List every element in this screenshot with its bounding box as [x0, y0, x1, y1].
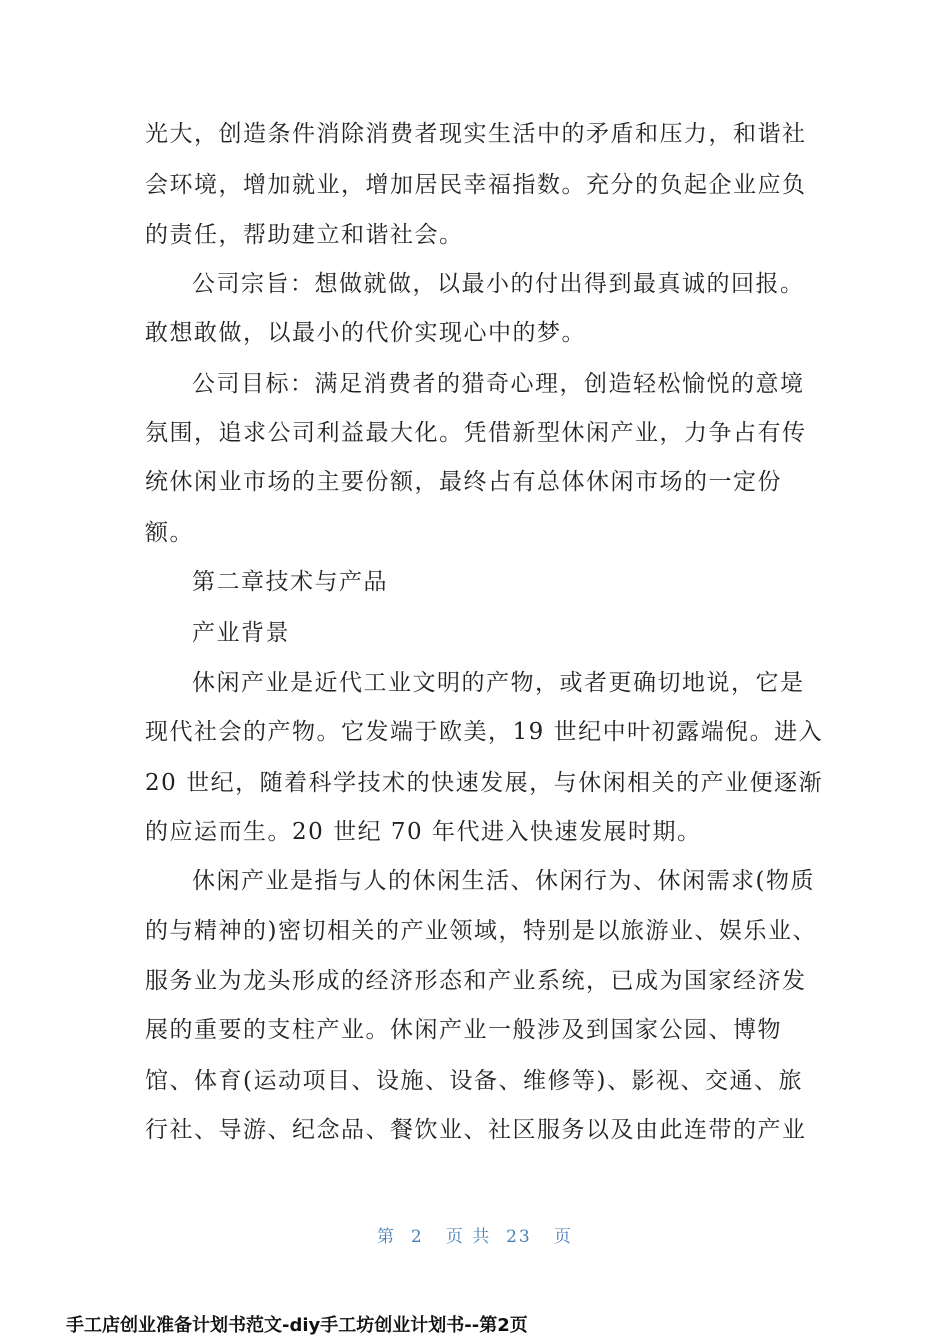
- body-text-line: 氛围，追求公司利益最大化。凭借新型休闲产业，力争占有传: [145, 420, 807, 446]
- document-title-footer: 手工店创业准备计划书范文-diy手工坊创业计划书--第2页: [66, 1315, 528, 1336]
- body-text-line: 的责任，帮助建立和谐社会。: [145, 222, 464, 248]
- body-text-line: 展的重要的支柱产业。休闲产业一般涉及到国家公园、博物: [145, 1017, 782, 1043]
- body-text-line: 光大，创造条件消除消费者现实生活中的矛盾和压力，和谐社: [145, 121, 807, 147]
- body-text-line: 20 世纪，随着科学技术的快速发展，与休闲相关的产业便逐渐: [145, 770, 824, 796]
- body-text-line: 服务业为龙头形成的经济形态和产业系统，已成为国家经济发: [145, 968, 807, 994]
- body-text-line: 现代社会的产物。它发端于欧美，19 世纪中叶初露端倪。进入: [145, 719, 824, 745]
- body-text-line: 会环境，增加就业，增加居民幸福指数。充分的负起企业应负: [145, 172, 807, 198]
- body-text-line: 统休闲业市场的主要份额，最终占有总体休闲市场的一定份: [145, 469, 782, 495]
- page-number: 第 2 页 共 23 页: [377, 1227, 573, 1247]
- body-text-line: 休闲产业是指与人的休闲生活、休闲行为、休闲需求(物质: [192, 868, 815, 894]
- body-text-line: 馆、体育(运动项目、设施、设备、维修等)、影视、交通、旅: [145, 1068, 803, 1094]
- body-text-line: 休闲产业是近代工业文明的产物，或者更确切地说，它是: [192, 670, 805, 696]
- body-text-line: 的与精神的)密切相关的产业领域，特别是以旅游业、娱乐业、: [145, 918, 817, 944]
- company-goal-line: 公司目标：满足消费者的猎奇心理，创造轻松愉悦的意境: [192, 371, 805, 397]
- body-text-line: 额。: [145, 520, 194, 546]
- company-mission-line: 公司宗旨：想做就做，以最小的付出得到最真诚的回报。: [192, 271, 805, 297]
- section-heading: 产业背景: [192, 620, 290, 646]
- chapter-heading: 第二章技术与产品: [192, 569, 388, 595]
- body-text-line: 行社、导游、纪念品、餐饮业、社区服务以及由此连带的产业: [145, 1117, 807, 1143]
- body-text-line: 敢想敢做，以最小的代价实现心中的梦。: [145, 320, 586, 346]
- body-text-line: 的应运而生。20 世纪 70 年代进入快速发展时期。: [145, 819, 702, 845]
